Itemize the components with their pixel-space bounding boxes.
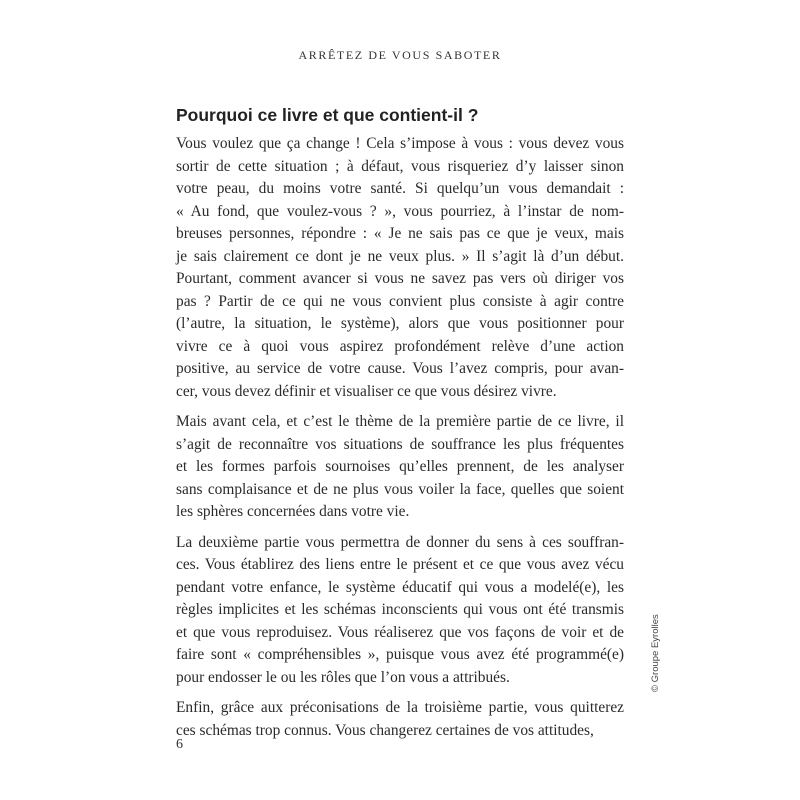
page-number: 6 (176, 737, 183, 752)
text-line: pas ? Partir de ce qui ne vous convient plus consiste à agir contre (176, 292, 624, 310)
text-line: faire sont « compréhensibles », puisque vous avez été programmé(e) (176, 646, 624, 663)
text-line: les sphères concernées dans votre vie. (176, 503, 410, 520)
text-line: Mais avant cela, et c’est le thème de la première partie de ce livre, il (176, 413, 624, 430)
text-line: pendant votre enfance, le système éducatif qui vous a modelé(e), les (176, 578, 624, 596)
text-line: et les formes parfois sournoises qu’elles prennent, de les analyser (176, 458, 624, 475)
paragraph (176, 697, 624, 742)
paragraph (176, 133, 624, 403)
text-line: ces schémas trop connus. Vous changerez certaines de vos attitudes, (176, 721, 594, 739)
text-line: pour endosser le ou les rôles que l’on vous a attribués. (176, 668, 510, 686)
text-line: s’agit de reconnaître vos situations de souffrance les plus fréquentes (176, 435, 624, 453)
text-line: Pourtant, comment avancer si vous ne savez pas vers où diriger vos (176, 270, 624, 287)
text-line: votre peau, du moins votre santé. Si quelqu’un vous demandait : (176, 180, 624, 197)
text-line: ces. Vous établirez des liens entre le présent et ce que vous avez vécu (176, 556, 624, 573)
text-line: sans complaisance et de ne plus vous voiler la face, quelles que soient (176, 480, 624, 498)
text-line: cer, vous devez définir et visualiser ce que vous désirez vivre. (176, 382, 557, 400)
running-head: ARRÊTEZ DE VOUS SABOTER (298, 48, 502, 62)
text-line: règles implicites et les schémas inconscients qui vous ont été transmis (176, 601, 624, 618)
text-line: La deuxième partie vous permettra de donner du sens à ces souffran- (176, 533, 624, 551)
text-line: Vous voulez que ça change ! Cela s’impose à vous : vous devez vous (176, 135, 624, 152)
text-line: (l’autre, la situation, le système), alors que vous positionner pour (176, 315, 624, 332)
section-title: Pourquoi ce livre et que contient-il ? (176, 105, 479, 125)
text-line: breuses personnes, répondre : « Je ne sais pas ce que je veux, mais (176, 225, 624, 242)
text-line: Enfin, grâce aux préconisations de la troisième partie, vous quitterez (176, 699, 624, 716)
text-line: je sais clairement ce dont je ne veux plus. » Il s’agit là d’un début. (176, 247, 624, 265)
copyright-notice: © Groupe Eyrolles (650, 614, 661, 692)
text-line: « Au fond, que voulez-vous ? », vous pourriez, à l’instar de nom- (176, 202, 624, 220)
text-line: vivre ce à quoi vous aspirez profondément relève d’une action (176, 337, 624, 355)
paragraph (176, 411, 624, 524)
body-text (176, 133, 624, 742)
text-line: sortir de cette situation ; à défaut, vous risqueriez d’y laisser sinon (176, 157, 624, 175)
text-line: et que vous reproduisez. Vous réaliserez que vos façons de voir et de (176, 623, 624, 641)
paragraph (176, 532, 624, 690)
text-line: positive, au service de votre cause. Vous l’avez compris, pour avan- (176, 360, 624, 377)
